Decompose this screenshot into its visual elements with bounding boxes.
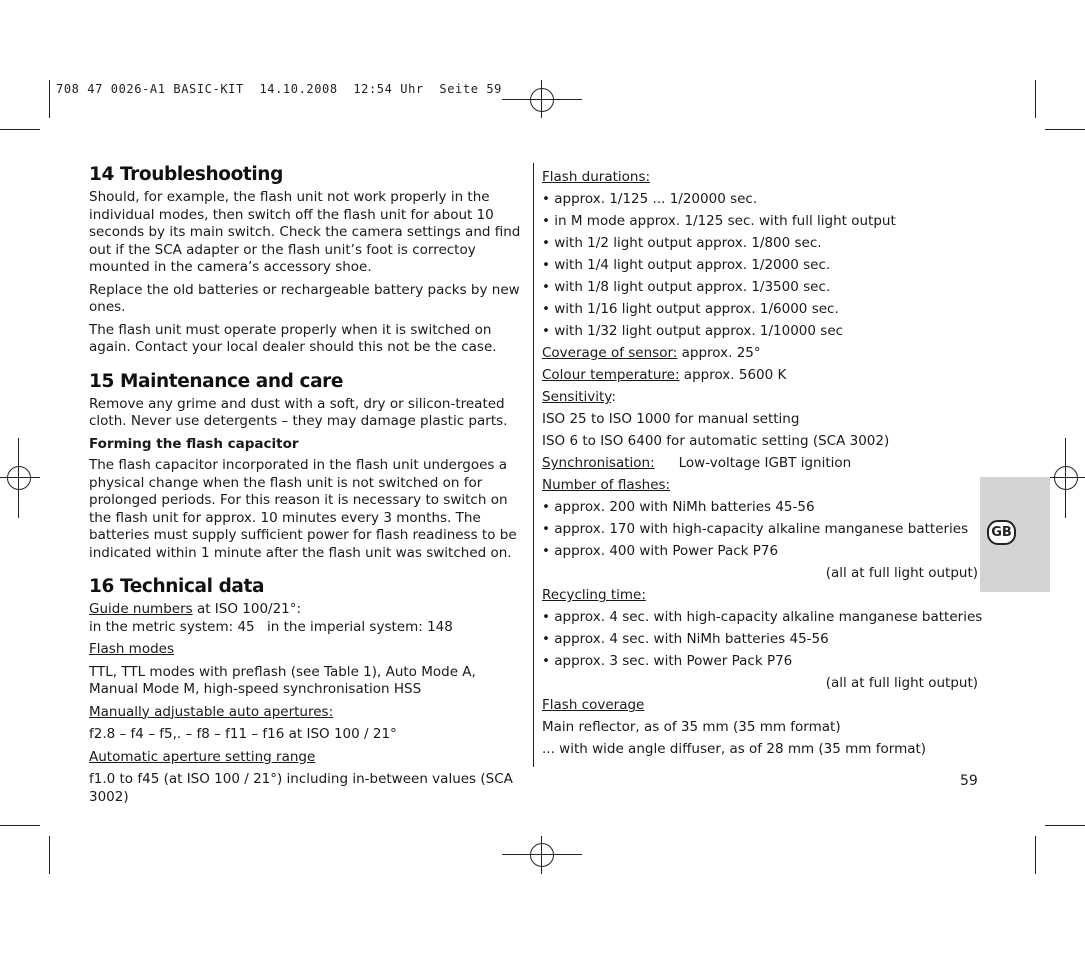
guide-metric: in the metric system: 45 [89, 618, 255, 635]
list-item: • approx. 170 with high-capacity alkaline manganese batteries [542, 521, 969, 537]
flash-coverage-main: Main reflector, as of 35 mm (35 mm format) [542, 719, 841, 735]
guide-numbers-values [89, 619, 524, 637]
language-badge: GB [987, 520, 1016, 545]
flashes-note: (all at full light output) [825, 565, 978, 581]
sensitivity-colon: : [611, 389, 616, 405]
registration-mark [530, 843, 554, 867]
registration-mark [530, 88, 554, 112]
recycling-list [542, 606, 983, 672]
sync-label: Synchronisation: [542, 455, 655, 471]
coverage-of-sensor [542, 342, 978, 364]
crop-mark [49, 836, 50, 874]
guide-imperial: in the imperial system: 148 [267, 618, 453, 635]
list-item: • with 1/8 light output approx. 1/3500 sec. [542, 279, 831, 295]
page-number: 59 [960, 773, 978, 789]
sensitivity-manual: ISO 25 to ISO 1000 for manual setting [542, 411, 800, 427]
section-maintenance [89, 371, 524, 563]
auto-apertures-text: f2.8 – f4 – f5,. – f8 – f11 – f16 at ISO 100 / 21° [89, 726, 397, 742]
paragraph: Remove any grime and dust with a soft, dry or silicon-treated cloth. Never use detergents – they may damage plastic parts. [89, 395, 508, 429]
colour-value: approx. 5600 K [679, 367, 787, 383]
paragraph: Replace the old batteries or rechargeable battery packs by new ones. [89, 281, 520, 315]
crop-mark [0, 129, 40, 130]
right-column [542, 166, 983, 760]
crop-mark [49, 80, 50, 118]
recycling-note: (all at full light output) [825, 675, 978, 691]
crop-mark [1035, 80, 1036, 118]
guide-numbers-iso: at ISO 100/21°: [192, 601, 302, 617]
section-heading: 14 Troubleshooting [89, 164, 283, 185]
sensitivity-label: Sensitivity [542, 389, 612, 405]
flash-coverage-label: Flash coverage [542, 697, 645, 713]
crop-mark [1045, 129, 1085, 130]
section-technical-data [89, 576, 524, 806]
list-item: • approx. 200 with NiMh batteries 45-56 [542, 499, 815, 515]
list-item: • approx. 4 sec. with NiMh batteries 45-56 [542, 631, 829, 647]
list-item: • approx. 4 sec. with high-capacity alkaline manganese batteries [542, 609, 983, 625]
coverage-value: approx. 25° [677, 345, 761, 361]
list-item: • approx. 3 sec. with Power Pack P76 [542, 653, 793, 669]
crop-mark [1045, 825, 1085, 826]
registration-mark [7, 466, 31, 490]
crop-mark [0, 825, 40, 826]
list-item: • approx. 400 with Power Pack P76 [542, 543, 779, 559]
paragraph: Should, for example, the flash unit not work properly in the individual modes, then switch off the flash unit for about 10 seconds by its main switch. Check the camera settings and find out if the SCA adapter or the flash unit’s foot is correctoy mounted in the camera’s accessory shoe. [89, 189, 521, 275]
list-item: • with 1/2 light output approx. 1/800 sec. [542, 235, 822, 251]
flash-modes-label: Flash modes [89, 641, 174, 657]
registration-mark [1054, 466, 1078, 490]
aperture-range-text: f1.0 to f45 (at ISO 100 / 21°) including in-between values (SCA 3002) [89, 771, 513, 805]
subheading: Forming the flash capacitor [89, 435, 299, 452]
flash-durations-list [542, 188, 978, 342]
flashes-label: Number of flashes: [542, 477, 671, 493]
auto-apertures-label: Manually adjustable auto apertures: [89, 703, 334, 720]
section-heading: 16 Technical data [89, 576, 265, 597]
list-item: • approx. 1/125 ... 1/20000 sec. [542, 191, 758, 207]
flashes-list [542, 496, 978, 562]
synchronisation [542, 452, 978, 474]
section-troubleshooting [89, 164, 524, 357]
list-item: • with 1/4 light output approx. 1/2000 sec. [542, 257, 831, 273]
paragraph: The flash capacitor incorporated in the flash unit undergoes a physical change when the flash unit is not switched on for prolonged periods. For this reason it is necessary to switch on the flash unit for approx. 10 minutes every 3 months. The batteries must supply sufficient power for flash readiness to be indicated within 1 minute after the flash unit was switched on. [89, 457, 517, 561]
recycling-label: Recycling time: [542, 587, 646, 603]
list-item: • in M mode approx. 1/125 sec. with full light output [542, 213, 896, 229]
crop-mark [1035, 836, 1036, 874]
flash-durations-label: Flash durations: [542, 169, 651, 185]
column-divider [533, 163, 534, 767]
print-slug: 708 47 0026-A1 BASIC-KIT 14.10.2008 12:54 Uhr Seite 59 [56, 82, 503, 96]
sensitivity-auto: ISO 6 to ISO 6400 for automatic setting (SCA 3002) [542, 433, 890, 449]
section-heading: 15 Maintenance and care [89, 370, 344, 392]
flash-coverage-wide: ... with wide angle diffuser, as of 28 mm (35 mm format) [542, 741, 927, 757]
colour-temperature [542, 364, 978, 386]
coverage-label: Coverage of sensor: [542, 345, 678, 361]
guide-numbers-label: Guide numbers [89, 601, 193, 617]
list-item: • with 1/16 light output approx. 1/6000 sec. [542, 301, 839, 317]
flash-modes-text: TTL, TTL modes with preflash (see Table 1), Auto Mode A, Manual Mode M, high-speed synchronisation HSS [89, 663, 476, 697]
list-item: • with 1/32 light output approx. 1/10000 sec [542, 323, 844, 339]
left-column [89, 164, 524, 820]
paragraph: The flash unit must operate properly when it is switched on again. Contact your local dealer should this not be the case. [89, 321, 497, 355]
guide-numbers [89, 601, 524, 619]
sensitivity [542, 386, 978, 408]
sync-value: Low-voltage IGBT ignition [678, 455, 852, 471]
aperture-range-label: Automatic aperture setting range [89, 748, 316, 765]
colour-label: Colour temperature: [542, 367, 680, 383]
